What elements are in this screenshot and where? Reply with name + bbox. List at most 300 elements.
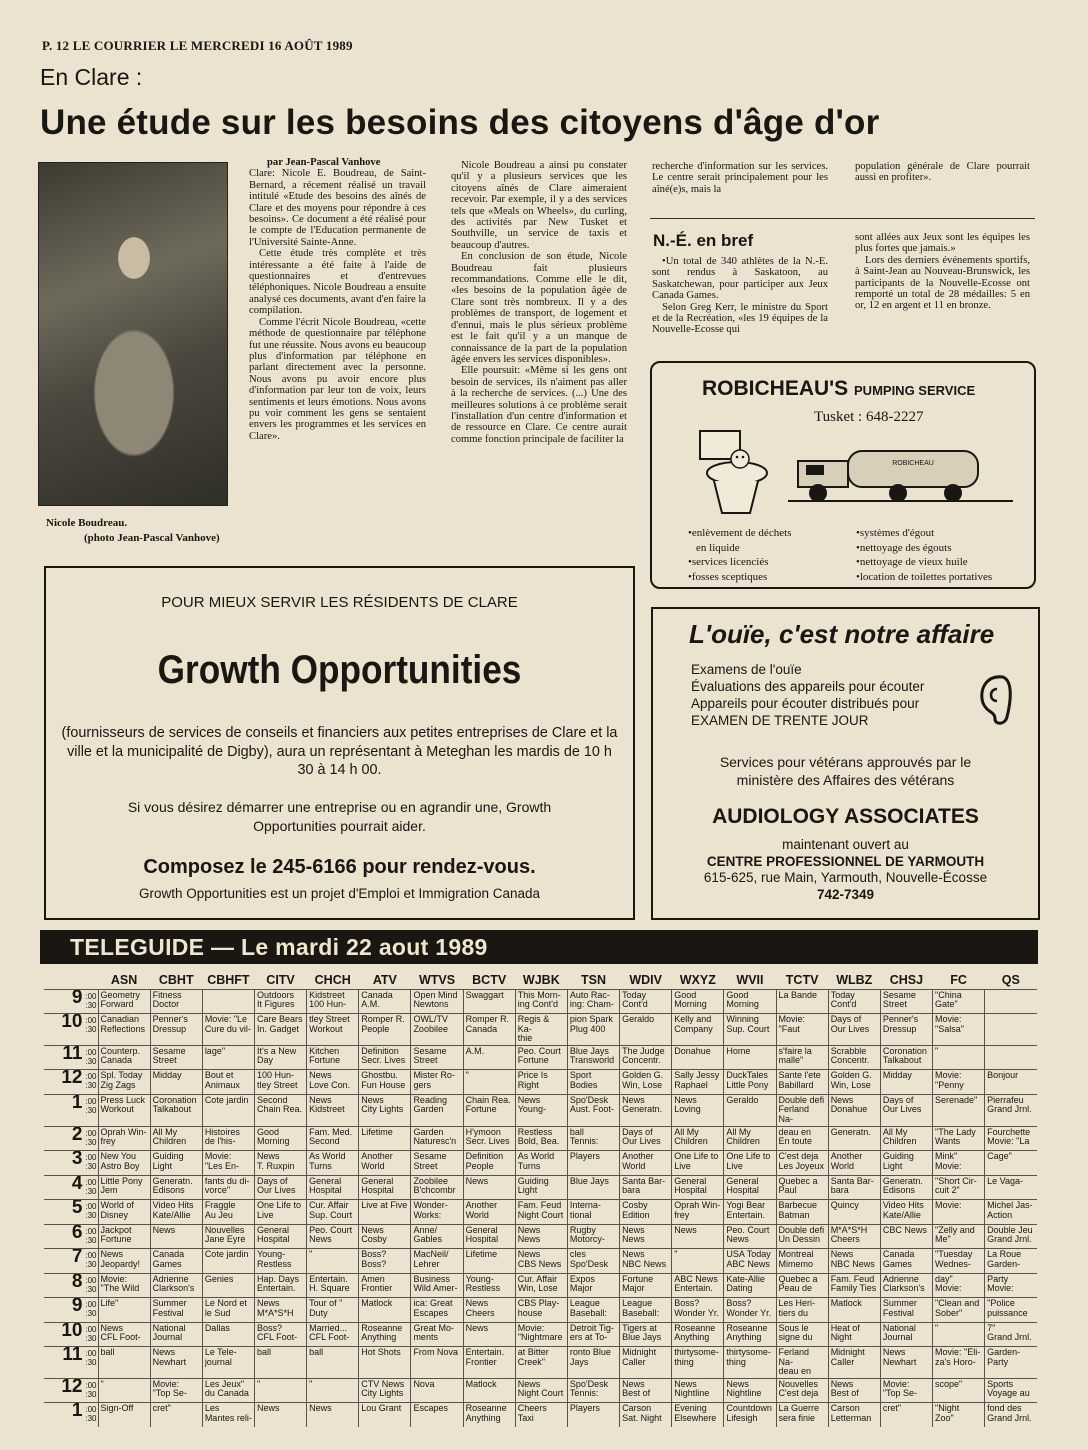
program-cell: News Love Con. [307, 1070, 359, 1095]
program-cell: Matlock [828, 1298, 880, 1323]
program-cell: ball [307, 1347, 359, 1379]
audiology-ad [651, 607, 1040, 920]
program-cell: News Nightline [724, 1378, 776, 1403]
program-cell: Nouvelles C'est deja [776, 1378, 828, 1403]
program-cell: Today Cont'd [620, 989, 672, 1014]
program-cell: Double Jeu Grand Jrnl. [985, 1224, 1037, 1249]
program-cell: 7" Grand Jrnl. [985, 1322, 1037, 1347]
program-cell: Roseanne Anything [463, 1403, 515, 1428]
program-cell: Cheers Taxi [515, 1403, 567, 1428]
program-cell: " [463, 1070, 515, 1095]
program-cell: All My Children [672, 1126, 724, 1151]
program-cell: All My Children [724, 1126, 776, 1151]
program-cell: Ferland Na- deau en [776, 1347, 828, 1379]
program-cell: Kitchen Fortune [307, 1045, 359, 1070]
program-cell: As World Turns [515, 1151, 567, 1176]
service-line: EXAMEN DE TRENTE JOUR [691, 713, 869, 728]
program-cell: Matlock [463, 1378, 515, 1403]
program-cell: Detroit Tig- ers at To- [567, 1322, 619, 1347]
schedule-row [44, 1014, 1037, 1046]
program-cell: Donahue [672, 1045, 724, 1070]
program-cell: day" Movie: [933, 1273, 985, 1298]
time-slot [44, 1045, 98, 1070]
program-cell: News News [515, 1224, 567, 1249]
program-cell: News [463, 1322, 515, 1347]
program-cell: News Donahue [828, 1094, 880, 1126]
schedule-row [44, 1175, 1037, 1200]
program-cell: pion Spark Plug 400 [567, 1014, 619, 1046]
program-cell: Days of Our Lives [880, 1094, 932, 1126]
channel-header: TSN [580, 972, 606, 987]
program-cell: "Short Cir- cuit 2" [933, 1175, 985, 1200]
minutes: :00 :30 [85, 1324, 97, 1343]
channel-header: CBHFT [207, 972, 250, 987]
program-cell: Counterp. Canada [98, 1045, 150, 1070]
program-cell: Sante l'ete Babillard [776, 1070, 828, 1095]
program-cell: Guiding Light [150, 1151, 202, 1176]
paragraph: Comme l'écrit Nicole Boudreau, «cette méthode de questionnaire par téléphone fut une réussite. Nous avons eu beaucoup plus d'information par téléphone en parlant directement avec la personne. Nous avons pu avoir encore plus d'information par leur ton de voix, leurs sentiments et leurs émotions. Nous avons pu voir comment les gens se sentaient envers les programmes et les services en Clare». [249, 316, 426, 442]
service-item: •enlèvement de déchets [688, 527, 792, 539]
program-cell: Winning Sup. Court [724, 1014, 776, 1046]
program-cell: at Bitter Creek" [515, 1347, 567, 1379]
channel-header: CHCH [314, 972, 351, 987]
paragraph: Cette étude très complète et très intéressante a été faite à l'aide de questionnaires et d'entrevues téléphoniques. Nicole Boudreau a ensuite analysé ces documents, avant d'en faire la compilation. [249, 248, 426, 317]
program-cell: DuckTales Little Pony [724, 1070, 776, 1095]
minutes: :00 :30 [85, 1226, 97, 1245]
program-cell: Fitness Doctor [150, 989, 202, 1014]
program-cell: Care Bears In. Gadget [254, 1014, 306, 1046]
program-cell: " [254, 1378, 306, 1403]
program-cell: National Journal [150, 1322, 202, 1347]
program-cell: Sesame Street [880, 989, 932, 1014]
service-line: Examens de l'ouïe [691, 662, 802, 677]
program-cell: Sous le signe du [776, 1322, 828, 1347]
program-cell: ronto Blue Jays [567, 1347, 619, 1379]
growth-call: Composez le 245-6166 pour rendez-vous. [143, 856, 536, 878]
program-cell: USA Today ABC News [724, 1249, 776, 1274]
program-cell: Players [567, 1403, 619, 1428]
program-cell: Good Morning [724, 989, 776, 1014]
program-cell: Movie: "Top Se- [880, 1378, 932, 1403]
program-cell: Second Chain Rea. [254, 1094, 306, 1126]
program-cell: Fourchette Movie: "La [985, 1126, 1037, 1151]
program-cell: Definition People [463, 1151, 515, 1176]
hour: 3 [71, 1150, 83, 1170]
schedule-row [44, 989, 1037, 1014]
program-cell: News [463, 1175, 515, 1200]
program-cell: Canada Games [880, 1249, 932, 1274]
program-cell: Countdown Lifesigh [724, 1403, 776, 1428]
minutes: :00 :30 [85, 1072, 97, 1091]
truck-text: ROBICHEAU [892, 460, 934, 467]
service-item: •services licenciés [688, 556, 769, 568]
program-cell: Movie: "Eli- za's Horo- [933, 1347, 985, 1379]
growth-paragraph: Si vous désirez démarrer une entreprise ou en agrandir une, Growth Opportunities pourrait aider. [127, 799, 552, 834]
program-cell: thirtysome- thing [724, 1347, 776, 1379]
toilet-icon [692, 425, 782, 520]
program-cell: Romper R. People [359, 1014, 411, 1046]
program-cell: Good Morning [254, 1126, 306, 1151]
program-cell: deau en En toute [776, 1126, 828, 1151]
channel-header: CITV [266, 972, 295, 987]
program-cell: League Baseball: [567, 1298, 619, 1323]
program-cell: Geraldo [724, 1094, 776, 1126]
program-cell: Generatn. [828, 1126, 880, 1151]
paragraph: Nicole Boudreau a ainsi pu constater qu'il y a plusieurs services que les citoyens aînés de Clare aimeraient recevoir. Par exemple, il y a des services tels que «Meals on Wheels», du curling, des activités par New Tusket et Southville, un service de taxis et beaucoup d'autres. [451, 160, 627, 251]
program-cell: Movie: [933, 1200, 985, 1225]
minutes: :00 :30 [85, 1096, 97, 1115]
program-cell: Mister Ro- gers [411, 1070, 463, 1095]
phone: 742-7349 [816, 886, 875, 902]
program-cell: Geometry Forward [98, 989, 150, 1014]
program-cell: Quincy [828, 1200, 880, 1225]
minutes: :00 :30 [85, 1202, 97, 1221]
program-cell: Scrabble Concentr. [828, 1045, 880, 1070]
program-cell: Sign-Off [98, 1403, 150, 1428]
schedule-row [44, 1070, 1037, 1095]
service-item: •nettoyage des égouts [856, 541, 952, 554]
program-cell: Kelly and Company [672, 1014, 724, 1046]
program-cell: Sesame Street [411, 1045, 463, 1070]
program-cell: Guiding Light [515, 1175, 567, 1200]
program-cell: M*A*S*H Cheers [828, 1224, 880, 1249]
program-cell: General Hospital [463, 1224, 515, 1249]
program-cell: Lifetime [463, 1249, 515, 1274]
minutes: :00 :30 [85, 1016, 97, 1034]
program-cell: Oprah Win- frey [672, 1200, 724, 1225]
time-slot [44, 1151, 98, 1176]
time-slot [44, 1094, 98, 1126]
service-item: •fosses sceptiques [688, 570, 768, 583]
program-cell: Cote jardin [202, 1249, 254, 1274]
program-cell: "China Gate" [933, 989, 985, 1014]
program-cell: thirtysome- thing [672, 1347, 724, 1379]
paragraph: population générale de Clare pourrait aussi en profiter». [855, 161, 1030, 184]
channel-header: CBHT [158, 972, 194, 987]
program-cell: Video Hits Kate/Allie [150, 1200, 202, 1225]
program-cell: News [254, 1403, 306, 1428]
program-cell: ica: Great Escapes [411, 1298, 463, 1323]
program-cell: Santa Bar- bara [620, 1175, 672, 1200]
program-cell: cret" [150, 1403, 202, 1428]
program-cell: Peo. Court News [307, 1224, 359, 1249]
program-cell: Ghostbu. Fun House [359, 1070, 411, 1095]
program-cell: News Best of [620, 1378, 672, 1403]
hour: 12 [61, 1378, 83, 1397]
program-cell [985, 1045, 1037, 1070]
tv-schedule-table [44, 973, 1037, 1427]
channel-header: WDIV [629, 972, 662, 987]
hour: 8 [71, 1273, 83, 1292]
program-cell: Oprah Win- frey [98, 1126, 150, 1151]
program-cell: fond des Grand Jrnl. [985, 1403, 1037, 1428]
service-item: •nettoyage de vieux huile [856, 556, 968, 568]
paragraph: Elle poursuit: «Même si les gens ont besoin de services, ils n'aiment pas aller à la recherche de services. (...) Une des meilleures solutions à ce problème serait l'installation d'un centre d'information et de ressource en Clare. Ce centre aurait comme fonction principale de faciliter la [451, 365, 627, 445]
program-cell: H'ymoon Secr. Lives [463, 1126, 515, 1151]
brief-heading: N.-É. en bref [653, 231, 754, 250]
program-cell [202, 989, 254, 1014]
program-cell: Barbecue Batman [776, 1200, 828, 1225]
channel-header: WTVS [418, 972, 456, 987]
program-cell: League Baseball: [620, 1298, 672, 1323]
caption-name: Nicole Boudreau. [46, 517, 128, 529]
minutes: :00 :30 [85, 1251, 97, 1270]
program-cell: Lou Grant [359, 1403, 411, 1428]
time-slot [44, 1378, 98, 1403]
hour: 1 [71, 1094, 83, 1113]
time-slot [44, 989, 98, 1014]
program-cell [985, 1014, 1037, 1046]
program-cell: Days of Our Lives [620, 1126, 672, 1151]
program-cell: Generatn. Edisons [150, 1175, 202, 1200]
program-cell: Canada Games [150, 1249, 202, 1274]
program-cell: Kate-Allie Dating [724, 1273, 776, 1298]
program-cell: News [150, 1224, 202, 1249]
program-cell: Young- Restless [254, 1249, 306, 1274]
program-cell: Little Pony Jem [98, 1175, 150, 1200]
program-cell: Cur. Affair Sup. Court [307, 1200, 359, 1225]
channel-header: FC [950, 972, 967, 987]
program-cell: News Kidstreet [307, 1094, 359, 1126]
program-cell: News Nightline [672, 1378, 724, 1403]
program-cell: La Roue Garden- [985, 1249, 1037, 1274]
minutes: :00 :30 [85, 991, 97, 1010]
paragraph: sont allées aux Jeux sont les équipes les plus fortes que jamais.» [855, 232, 1030, 255]
program-cell: Dallas [202, 1322, 254, 1347]
schedule-row [44, 1347, 1037, 1379]
portrait-photo [38, 162, 228, 506]
schedule-row [44, 1298, 1037, 1323]
channel-header: WVII [736, 972, 764, 987]
program-cell: Sport Bodies [567, 1070, 619, 1095]
program-cell: As World Turns [307, 1151, 359, 1176]
program-cell: News M*A*S*H [254, 1298, 306, 1323]
channel-header: WLBZ [836, 972, 873, 987]
program-cell: Entertain. H. Square [307, 1273, 359, 1298]
program-cell: All My Children [880, 1126, 932, 1151]
program-cell: Pierrafeu Grand Jrnl. [985, 1094, 1037, 1126]
program-cell: General Hospital [724, 1175, 776, 1200]
program-cell: ball Tennis: [567, 1126, 619, 1151]
center-name: CENTRE PROFESSIONNEL DE YARMOUTH [706, 853, 985, 869]
program-cell: Fam. Feud Family Ties [828, 1273, 880, 1298]
program-cell: News News [620, 1224, 672, 1249]
program-cell: Home [724, 1045, 776, 1070]
article-kicker: En Clare : [40, 64, 143, 90]
schedule-row [44, 1151, 1037, 1176]
program-cell: Blue Jays [567, 1175, 619, 1200]
time-slot [44, 1014, 98, 1046]
program-cell: Garden- Party [985, 1347, 1037, 1379]
program-cell: News CFL Foot- [98, 1322, 150, 1347]
program-cell: "Tuesday Wednes- [933, 1249, 985, 1274]
growth-footer: Growth Opportunities est un projet d'Emploi et Immigration Canada [138, 886, 541, 901]
program-cell: Midnight Caller [620, 1347, 672, 1379]
program-cell: Definition Secr. Lives [359, 1045, 411, 1070]
hour: 9 [71, 989, 83, 1008]
program-cell: Party Movie: [985, 1273, 1037, 1298]
program-cell: scope" [933, 1378, 985, 1403]
program-cell: Garden Naturesc'n [411, 1126, 463, 1151]
program-cell: Business Wild Amer- [411, 1273, 463, 1298]
program-cell: Bout et Animaux [202, 1070, 254, 1095]
minutes: :00 :30 [85, 1349, 97, 1368]
service-item: •systèmes d'égout [856, 527, 935, 539]
brief-column-1 [652, 256, 828, 336]
minutes: :00 :30 [85, 1380, 97, 1399]
program-cell: News Jeopardy! [98, 1249, 150, 1274]
schedule-body [44, 989, 1037, 1427]
robicheau-ad [650, 361, 1036, 589]
program-cell: " [98, 1378, 150, 1403]
program-cell: News Loving [672, 1094, 724, 1126]
service-line: Appareils pour écouter distribués pour [691, 696, 920, 711]
program-cell: Midday [150, 1070, 202, 1095]
schedule-row [44, 1273, 1037, 1298]
program-cell: 100 Hun- tley Street [254, 1070, 306, 1095]
program-cell: Married... CFL Foot- [307, 1322, 359, 1347]
program-cell: "Police puissance [985, 1298, 1037, 1323]
program-cell: Geraldo [620, 1014, 672, 1046]
program-cell: Players [567, 1151, 619, 1176]
program-cell: "Clean and Sober" [933, 1298, 985, 1323]
robicheau-tagline: PUMPING SERVICE [854, 383, 976, 398]
program-cell: One Life to Live [672, 1151, 724, 1176]
program-cell: ABC News Entertain. [672, 1273, 724, 1298]
program-cell: Histoires de l'his- [202, 1126, 254, 1151]
schedule-row [44, 1322, 1037, 1347]
open-line: maintenant ouvert au [782, 837, 909, 852]
photo-caption [46, 516, 220, 546]
ear-icon [975, 671, 1015, 727]
program-cell: "The Lady Wants [933, 1126, 985, 1151]
minutes: :00 :30 [85, 1047, 97, 1066]
program-cell: Genies [202, 1273, 254, 1298]
program-cell: cles Spo'Desk [567, 1249, 619, 1274]
program-cell: Tigers at Blue Jays [620, 1322, 672, 1347]
program-cell: Escapes [411, 1403, 463, 1428]
program-cell: La Bande [776, 989, 828, 1014]
program-cell: Amen Frontier [359, 1273, 411, 1298]
program-cell: Young- Restless [463, 1273, 515, 1298]
program-cell: Sports Voyage au [985, 1378, 1037, 1403]
program-cell: National Journal [880, 1322, 932, 1347]
program-cell: Yogi Bear Entertain. [724, 1200, 776, 1225]
program-cell: Summer Festival [880, 1298, 932, 1323]
divider [650, 218, 1035, 219]
audiology-title: L'ouïe, c'est notre affaire [689, 619, 995, 649]
program-cell: Coronation Talkabout [880, 1045, 932, 1070]
program-cell: Hot Shots [359, 1347, 411, 1379]
program-cell: Romper R. Canada [463, 1014, 515, 1046]
program-cell: Expos Major [567, 1273, 619, 1298]
program-cell: Le Nord et le Sud [202, 1298, 254, 1323]
paragraph: Lors des derniers événements sportifs, à Saint-Jean au Nouveau-Brunswick, les participants de la Nouvelle-Ecosse ont remporté un total de 28 médailles: 5 en or, 12 en argent et 11 en bronze. [855, 254, 1030, 312]
program-cell: News Best of [828, 1378, 880, 1403]
program-cell: Chain Rea. Fortune [463, 1094, 515, 1126]
growth-opportunities-ad [44, 566, 635, 920]
program-cell: Bonjour [985, 1070, 1037, 1095]
program-cell: Blue Jays Transworld [567, 1045, 619, 1070]
schedule-row [44, 1094, 1037, 1126]
program-cell: cret" [880, 1403, 932, 1428]
program-cell: Les Jeux" du Canada [202, 1378, 254, 1403]
program-cell: Santa Bar- bara [828, 1175, 880, 1200]
program-cell: CBS Play- house [515, 1298, 567, 1323]
program-cell: Fraggle Au Jeu [202, 1200, 254, 1225]
article-column-2 [451, 160, 627, 445]
program-cell: Roseanne Anything [672, 1322, 724, 1347]
program-cell: Movie: "Salsa" [933, 1014, 985, 1046]
caption-credit: (photo Jean-Pascal Vanhove) [84, 532, 220, 544]
minutes: :00 :30 [85, 1405, 97, 1424]
program-cell: Guiding Light [880, 1151, 932, 1176]
hour: 10 [61, 1322, 83, 1341]
program-cell: Open Mind Newtons [411, 989, 463, 1014]
program-cell: Sally Jessy Raphael [672, 1070, 724, 1095]
program-cell: Video Hits Kate/Allie [880, 1200, 932, 1225]
address: 615-625, rue Main, Yarmouth, Nouvelle-Écosse [703, 870, 988, 885]
program-cell: Life" [98, 1298, 150, 1323]
hour: 2 [71, 1126, 83, 1145]
hour: 6 [71, 1224, 83, 1243]
program-cell: Sesame Street [411, 1151, 463, 1176]
program-cell: Quebec a Paul [776, 1175, 828, 1200]
program-cell: Lifetime [359, 1126, 411, 1151]
program-cell: Summer Festival [150, 1298, 202, 1323]
hour: 12 [61, 1069, 83, 1089]
program-cell: A.M. [463, 1045, 515, 1070]
program-cell: lage" [202, 1045, 254, 1070]
time-slot [44, 1224, 98, 1249]
program-cell: Les Mantes reli- [202, 1403, 254, 1428]
brief-column-2 [855, 232, 1030, 312]
program-cell: Roseanne Anything [359, 1322, 411, 1347]
minutes: :00 :30 [85, 1128, 97, 1147]
program-cell: Jackpot Fortune [98, 1224, 150, 1249]
minutes: :00 :30 [85, 1177, 97, 1196]
program-cell: Midnight Caller [828, 1347, 880, 1379]
paragraph: En conclusion de son étude, Nicole Boudreau fait plusieurs recommandations. Comme elle le dit, «les besoins de la population âgée de Clare sont très nombreux. Il y a des problèmes de transport, de logement et d'ennui, mais le plus sérieux problème est le fait qu'il y a un manque de connaissance de la part de la population âgée envers les services disponibles». [451, 251, 627, 365]
program-cell: fants du di- vorce" [202, 1175, 254, 1200]
hour: 4 [71, 1175, 83, 1194]
program-cell: Fortune Major [620, 1273, 672, 1298]
program-cell: Another World [620, 1151, 672, 1176]
program-cell: Zoobilee B'chcombr [411, 1175, 463, 1200]
channel-header: WXYZ [679, 972, 716, 987]
program-cell: Outdoors It Figures [254, 989, 306, 1014]
program-cell: Interna- tional [567, 1200, 619, 1225]
hour: 11 [62, 1346, 83, 1366]
program-cell: Cage" [985, 1151, 1037, 1176]
program-cell: Nova [411, 1378, 463, 1403]
schedule-row [44, 1126, 1037, 1151]
time-slot [44, 1273, 98, 1298]
program-cell: Movie: "Les En- [202, 1151, 254, 1176]
hour: 9 [71, 1297, 83, 1317]
program-cell: Another World [828, 1151, 880, 1176]
program-cell: General Hospital [359, 1175, 411, 1200]
program-cell: Entertain. Frontier [463, 1347, 515, 1379]
program-cell: Swaggart [463, 989, 515, 1014]
program-cell: News City Lights [359, 1094, 411, 1126]
program-cell: CTV News City Lights [359, 1378, 411, 1403]
program-cell: Kidstreet 100 Hun- [307, 989, 359, 1014]
program-cell: Canada A.M. [359, 989, 411, 1014]
hour: 7 [71, 1248, 83, 1268]
program-cell: Boss? Boss? [359, 1249, 411, 1274]
program-cell: Hap. Days Entertain. [254, 1273, 306, 1298]
